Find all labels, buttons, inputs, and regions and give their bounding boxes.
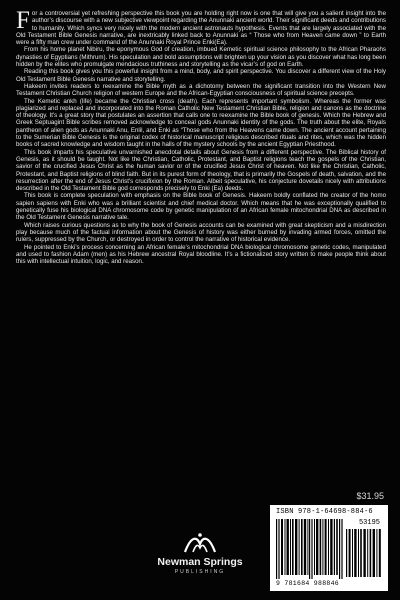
ean-digits: 9 781684 988846 <box>276 580 340 587</box>
addon-barcode-icon <box>346 529 382 577</box>
blurb-paragraph: For a controversial yet refreshing perspective this book you are holding right now is one that will give you a salient insight into the author’s discourse with a new subjective viewpoint regarding the Anunnaki ancient world. Their significant deeds and contributions to humanity. Which syncs very nicely with the modern ancient astronauts hypothesis. Events that are largely associated with the Old Testament Bible Genesis narrative, are inextricably linked back to Anunnaki as “ Those who from Heaven came down ” to Earth were a fifty man crew under command of the Anunnaki Royal Prince Enki(Ea). <box>16 7 386 47</box>
blurb-paragraph: Which raises curious questions as to why the book of Genesis accounts can be examined with great skepticism and a misdirection play because much of the factual information about the Genesis of history was either burned by invading armed forces, omitted the rulers, suppressed by the Church, or destroyed in order to control the narrative of historical evidence. <box>16 221 386 244</box>
publisher-name: Newman Springs <box>157 556 243 568</box>
isbn-label: ISBN 978-1-64698-884-6 <box>276 508 373 516</box>
blurb-paragraph: This book imparts his speculative unvarnished anecdotal details about Genesis from a different perspective. The Biblical history of Genesis, as it should be taught. Not like the Christian, Catholic, Protestant, and Baptist religions teach the gospels of the Christian, savior of the crucified Jesus Christ as the human savior or of the crucified Jesus Christ of heaven. Not like the Christian, Catholic, Protestant, and Baptist religions of blind faith. But in its purest form of theology, that is primarily the Gospels of death, salvation, and the resurrection after the end of Jesus Christ’s crucifixion by the Roman. Albeit speculative, his conjecture dovetails nicely with attributions described in the Old Testament Bible god corresponds precisely to Enki (Ea) deeds. <box>16 148 386 193</box>
back-cover-blurb <box>16 7 386 266</box>
publisher-subtitle: PUBLISHING <box>174 569 226 575</box>
blurb-paragraph: Reading this book gives you this powerful insight from a mind, body, and spirit perspective. You discover a different view of the Holy Old Testament Bible Genesis narrative and storytelling. <box>16 68 386 83</box>
blurb-paragraph: The Kemetic ankh (life) became the Christian cross (death). Each represents important symbolism. Whereas the former was plagiarized and replaced and incorporated into the Roman Catholic New Testament Christian Bible, religion and canons as the doctrine of theology. It’s a great story that postulates an assertion that calls one to reexamine the Bible book of genesis. Which the Hebrew and Greek Septuagint Bible scribes removed acknowledge to conceal gods Anunnaki identity of the gods. The truth about the elite, Royals pantheon of alien gods as Anunnaki Anu, Enlil, and Enki as “Those who from the Heavens came down. The ancient account pertaining to the Sumerian Bible Genesis is the original codex of historical manuscript religious described rituals and rites, which was the hidden books of sacred knowledge and wisdom taught in the halls of the mystery schools by the ancient Egyptian Priesthood. <box>16 97 386 149</box>
blurb-paragraph: This book is complete speculation with emphasis on the Bible book of Genesis. Hakeem boldly conflated the creator of the homo sapien sapiens with Enki who was a brilliant scientist and chief medical doctor. Which means that he was exceptionally qualified to genetically fuse his biological DNA chromosome code by genetic manipulation of an African female mitochondrial DNA as described in the Old Testament Genesis narrative tale. <box>16 192 386 222</box>
blurb-paragraph: From his home planet Nibiru, the eponymous God of creation, imbued Kemetic spiritual science philosophy to the African Pharaohs dynasties of Egyptians (Mithrum). His speculation and bold assumptions will brighten up your vision as you discover what has long been hidden by the elites who promulgate mendacious truthiness and storytelling as the vicar’s of god on Earth. <box>16 46 386 69</box>
blurb-paragraph: Hakeem invites readers to reexamine the Bible myth as a dichotomy between the significant transition into the Western New Testament Christian Church religion of western Europe and the African-Egyptian consciousness of spiritual science precepts. <box>16 82 386 98</box>
barcode-addon-digits: 53195 <box>358 519 380 527</box>
publisher-emblem-icon <box>183 532 217 554</box>
price-label: $31.95 <box>356 491 384 501</box>
blurb-paragraph: He pointed to Enki’s process concerning an African female’s mitochondrial DNA biological chromosome genetic codes, manipulated and used to fashion Adam (men) as his Hebrew ancestral Royal bloodline. It’s a fictionalized story written to make people think about this with intellectual intuition, logic, and reason. <box>16 243 386 266</box>
barcode <box>270 505 388 591</box>
publisher-logo-block <box>135 532 265 575</box>
drop-cap: F <box>16 7 30 34</box>
ean-barcode-icon <box>276 519 344 579</box>
